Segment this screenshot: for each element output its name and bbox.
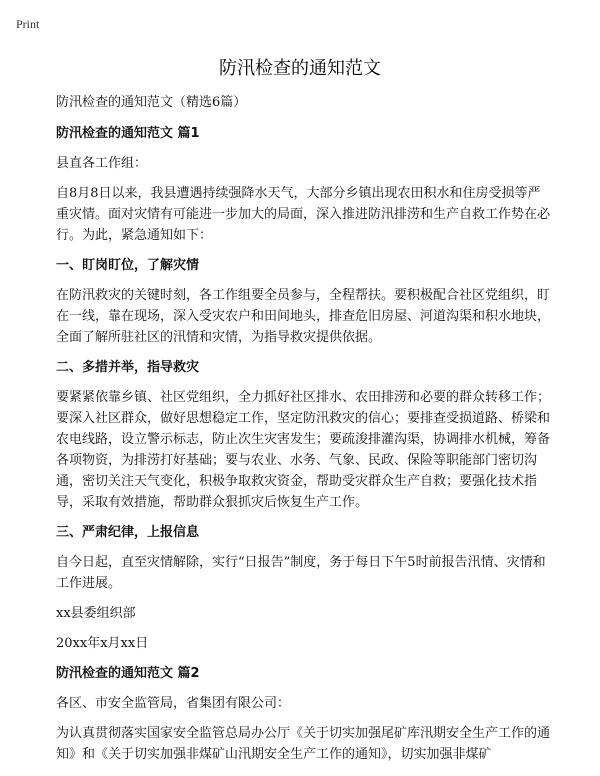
article-1-intro: 自8月8日以来，我县遭遇持续强降水天气，大部分乡镇出现农田积水和住房受损等严重灾情。面对灾情有可能进一步加大的局面，深入推进防汛排涝和生产自救工作势在必行。为此，紧急通知如下：: [56, 186, 551, 243]
article-2-intro: 为认真贯彻落实国家安全监管总局办公厅《关于切实加强尾矿库汛期安全生产工作的通知》和《关于切实加强非煤矿山汛期安全生产工作的通知》，切实加强非煤矿: [56, 726, 551, 762]
print-link[interactable]: Print: [16, 17, 40, 31]
article-1-heading: 防汛检查的通知范文 篇1: [56, 126, 200, 141]
article-2-heading: 防汛检查的通知范文 篇2: [56, 666, 200, 681]
article-2-greeting: 各区、市安全监管局，省集团有限公司：: [56, 696, 291, 711]
signature: xx县委组织部: [56, 606, 136, 621]
section-1-body: 在防汛救灾的关键时刻，各工作组要全员参与，全程帮扶。要积极配合社区党组织，盯在一线，靠在现场，深入受灾农户和田间地头，排查危旧房屋、河道沟渠和积水地块，全面了解所驻社区的汛情和灾情，为指导救灾提供依据。: [56, 288, 551, 345]
document-body: [56, 92, 550, 774]
section-2-body: 要紧紧依靠乡镇、社区党组织，全力抓好社区排水、农田排涝和必要的群众转移工作；要深入社区群众，做好思想稳定工作，坚定防汛救灾的信心；要排查受损道路、桥梁和农电线路，设立警示标志，防止次生灾害发生；要疏浚排灌沟渠，协调排水机械，筹备各项物资，为排涝打好基础；要与农业、水务、气象、民政、保险等职能部门密切沟通，密切关注天气变化，积极争取救灾资金，帮助受灾群众生产自救；要强化技术指导，采取有效措施，帮助群众狠抓灾后恢复生产工作。: [56, 390, 551, 510]
page-title: 防汛检查的通知范文: [219, 58, 381, 79]
section-1-heading: 一、盯岗盯位，了解灾情: [56, 258, 200, 273]
section-3-body: 自今日起，直至灾情解除，实行“日报告”制度，务于每日下午5时前报告汛情、灾情和工作进展。: [56, 555, 546, 591]
section-3-heading: 三、严肃纪律，上报信息: [56, 525, 200, 540]
date-line: 20xx年x月xx日: [56, 636, 149, 651]
article-1-greeting: 县直各工作组：: [56, 156, 148, 171]
section-2-heading: 二、多措并举，指导救灾: [56, 360, 200, 375]
document-subtitle: 防汛检查的通知范文（精选6篇）: [56, 95, 247, 110]
